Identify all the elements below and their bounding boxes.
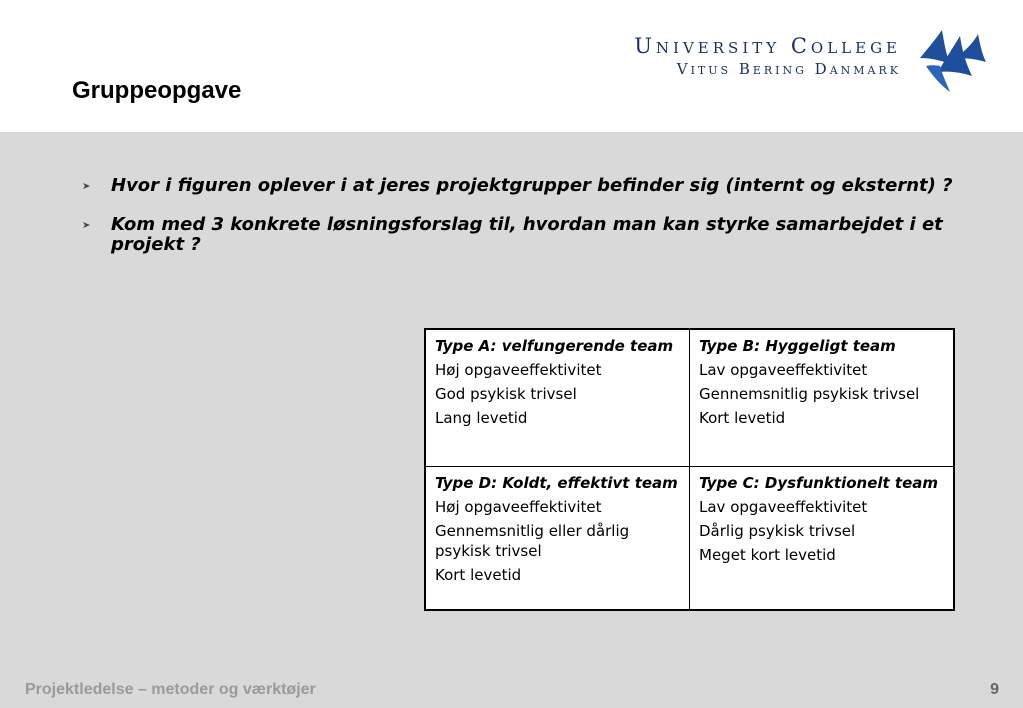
table-row xyxy=(425,467,954,611)
table-row xyxy=(425,329,954,467)
cell-line: Høj opgaveeffektivitet xyxy=(435,498,602,516)
cell-line: Meget kort levetid xyxy=(699,546,836,564)
cell-line: Gennemsnitlig psykisk trivsel xyxy=(699,385,920,403)
cell-line: Høj opgaveeffektivitet xyxy=(435,361,602,379)
cell-line: Gennemsnitlig eller dårlig psykisk trivsel xyxy=(435,522,630,560)
cell-line: Kort levetid xyxy=(435,566,522,584)
slide-title: Gruppeopgave xyxy=(72,77,242,104)
team-type-b-cell xyxy=(690,329,955,467)
cell-line: Dårlig psykisk trivsel xyxy=(699,522,856,540)
team-type-a-cell xyxy=(425,329,690,467)
arrow-bullet-icon xyxy=(82,181,92,191)
team-type-d-cell xyxy=(425,467,690,611)
team-type-c-cell xyxy=(690,467,955,611)
slide-content xyxy=(0,132,1023,708)
question-item xyxy=(82,176,972,196)
arrow-bullet-icon xyxy=(82,220,92,230)
question-text: Hvor i figuren oplever i at jeres projektgrupper befinder sig (internt og eksternt) ? xyxy=(111,175,953,196)
cell-title: Type B: Hyggeligt team xyxy=(699,337,896,355)
sails-logo-icon xyxy=(916,28,988,94)
cell-line: Lang levetid xyxy=(435,409,528,427)
cell-title: Type D: Koldt, effektivt team xyxy=(435,474,678,492)
cell-line: Lav opgaveeffektivitet xyxy=(699,498,868,516)
cell-title: Type C: Dysfunktionelt team xyxy=(699,474,939,492)
cell-title: Type A: velfungerende team xyxy=(435,337,674,355)
cell-line: Lav opgaveeffektivitet xyxy=(699,361,868,379)
footer-text: Projektledelse – metoder og værktøjer xyxy=(25,681,316,698)
question-list xyxy=(82,176,972,274)
slide-header xyxy=(0,0,1023,132)
question-text: Kom med 3 konkrete løsningsforslag til, hvordan man kan styrke samarbejdet i et projekt ? xyxy=(111,214,943,255)
cell-line: Kort levetid xyxy=(699,409,786,427)
cell-line: God psykisk trivsel xyxy=(435,385,577,403)
logo-line-1: University College xyxy=(634,34,901,58)
question-item xyxy=(82,215,972,255)
page-number: 9 xyxy=(990,681,999,698)
logo-line-2: Vitus Bering Danmark xyxy=(676,60,901,78)
college-logo-text xyxy=(634,34,901,78)
team-type-table xyxy=(424,328,955,611)
